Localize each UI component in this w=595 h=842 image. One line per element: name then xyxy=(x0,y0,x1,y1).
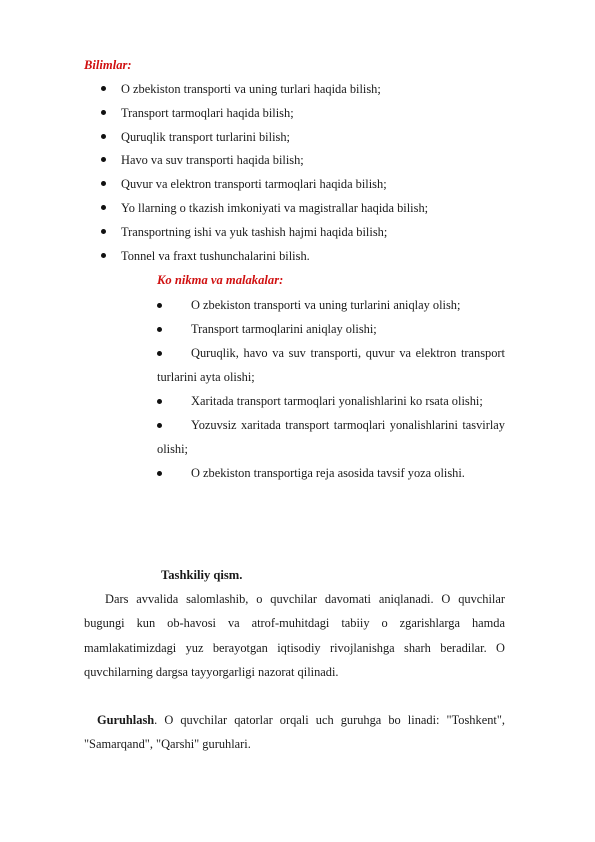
bullet-icon xyxy=(157,351,162,356)
bullet-icon xyxy=(101,86,106,91)
bullet-icon xyxy=(101,253,106,258)
bullet-icon xyxy=(101,134,106,139)
grouping-label: Guruhlash xyxy=(97,713,155,727)
grouping-text: . O quvchilar qatorlar orqali uch guruhga bo linadi: "Toshkent", "Samarqand", "Qarshi" guruhlari. xyxy=(84,713,505,752)
knowledge-list xyxy=(101,81,428,271)
bullet-icon xyxy=(101,157,106,162)
list-item: Yozuvsiz xaritada transport tarmoqlari yonalishlarini tasvirlay olishi; xyxy=(157,418,505,456)
list-item: O zbekiston transportiga reja asosida tavsif yoza olishi. xyxy=(157,461,505,485)
list-item: O zbekiston transporti va uning turlari haqida bilish; xyxy=(101,81,428,105)
organization-paragraph: Dars avvalida salomlashib, o quvchilar davomati aniqlanadi. O quvchilar bugungi kun ob-havosi va atrof-muhitdagi tabiiy o zgarishlarga hamda mamlakatimizdagi yuz berayotgan iqtisodiy rivojlanishga sharh beradilar. O quvchilarning dargsa tayyorgarligi nazorat qilinadi. xyxy=(84,592,505,679)
list-item: Xaritada transport tarmoqlari yonalishlarini ko rsata olishi; xyxy=(157,389,505,413)
list-item: Tonnel va fraxt tushunchalarini bilish. xyxy=(101,248,428,272)
skills-list xyxy=(157,293,505,485)
bullet-icon xyxy=(101,181,106,186)
list-item: Transport tarmoqlarini aniqlay olishi; xyxy=(157,317,505,341)
bullet-icon xyxy=(157,399,162,404)
grouping-paragraph xyxy=(84,708,505,757)
bullet-icon xyxy=(157,327,162,332)
list-item: Havo va suv transporti haqida bilish; xyxy=(101,152,428,176)
list-item: Transport tarmoqlari haqida bilish; xyxy=(101,105,428,129)
list-item: Quruqlik transport turlarini bilish; xyxy=(101,129,428,153)
knowledge-heading: Bilimlar: xyxy=(84,58,132,72)
list-item: Transportning ishi va yuk tashish hajmi haqida bilish; xyxy=(101,224,428,248)
bullet-icon xyxy=(157,423,162,428)
bullet-icon xyxy=(101,205,106,210)
list-item: Quruqlik, havo va suv transporti, quvur va elektron transport turlarini ayta olishi; xyxy=(157,346,505,384)
skills-heading: Ko nikma va malakalar: xyxy=(157,273,284,287)
list-item: Yo llarning o tkazish imkoniyati va magistrallar haqida bilish; xyxy=(101,200,428,224)
bullet-icon xyxy=(101,229,106,234)
bullet-icon xyxy=(157,303,162,308)
list-item: Quvur va elektron transporti tarmoqlari haqida bilish; xyxy=(101,176,428,200)
bullet-icon xyxy=(157,471,162,476)
section-title-organization: Tashkiliy qism. xyxy=(161,568,243,582)
list-item: O zbekiston transporti va uning turlarini aniqlay olish; xyxy=(157,293,505,317)
bullet-icon xyxy=(101,110,106,115)
